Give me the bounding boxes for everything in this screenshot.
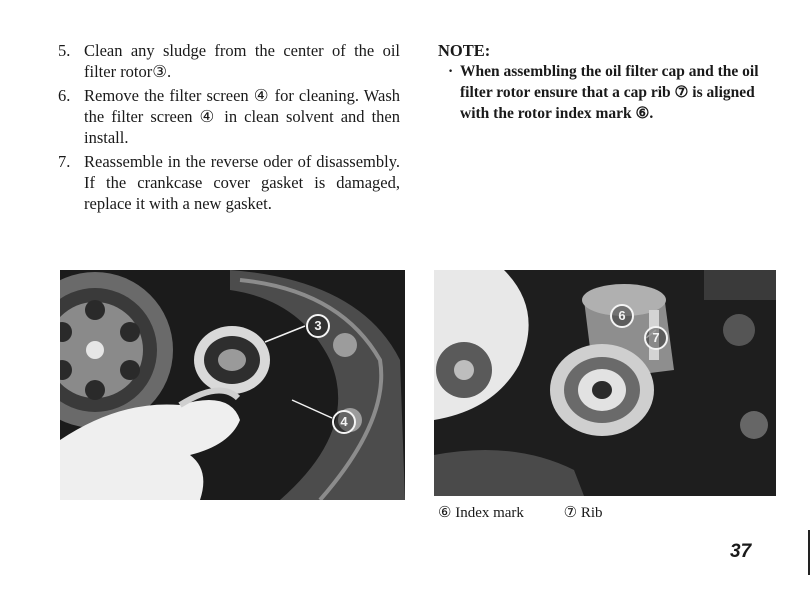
filter-cap-illustration (434, 270, 776, 496)
callout-rotor-3: 3 (306, 314, 330, 338)
filter-screen-illustration (60, 270, 405, 500)
note-text: When assembling the oil filter cap and the oil filter rotor ensure that a cap rib ⑦ is aligned with the rotor index mark ⑥. (460, 63, 759, 122)
step-item (58, 40, 400, 82)
step-item (58, 151, 400, 214)
step-text: Reassemble in the reverse oder of disassembly. If the crankcase cover gasket is damaged, replace it with a new gasket. (84, 152, 400, 213)
note-title: NOTE: (438, 41, 491, 60)
callout-rib-7: 7 (644, 326, 668, 350)
step-number: 5. (58, 41, 71, 60)
note-item (438, 61, 780, 124)
callout-screen-4: 4 (332, 410, 356, 434)
caption-rib: ⑦ Rib (563, 505, 603, 521)
note-bullet: · (448, 63, 454, 80)
callout-index-mark-6: 6 (610, 304, 634, 328)
step-item (58, 85, 400, 148)
filter-cap-photo (434, 270, 776, 496)
procedure-steps (58, 40, 400, 217)
page-number: 37 (730, 541, 752, 562)
page-edge-divider (808, 530, 810, 575)
note-box (438, 40, 780, 124)
step-text: Clean any sludge from the center of the oil filter rotor③. (84, 41, 400, 81)
step-number: 7. (58, 152, 71, 171)
step-number: 6. (58, 86, 71, 105)
caption-index-mark: ⑥ Index mark (438, 505, 524, 521)
photo-caption (438, 503, 603, 523)
filter-screen-photo (60, 270, 405, 500)
step-text: Remove the filter screen ④ for cleaning. Wash the filter screen ④ in clean solvent and then install. (84, 86, 400, 147)
